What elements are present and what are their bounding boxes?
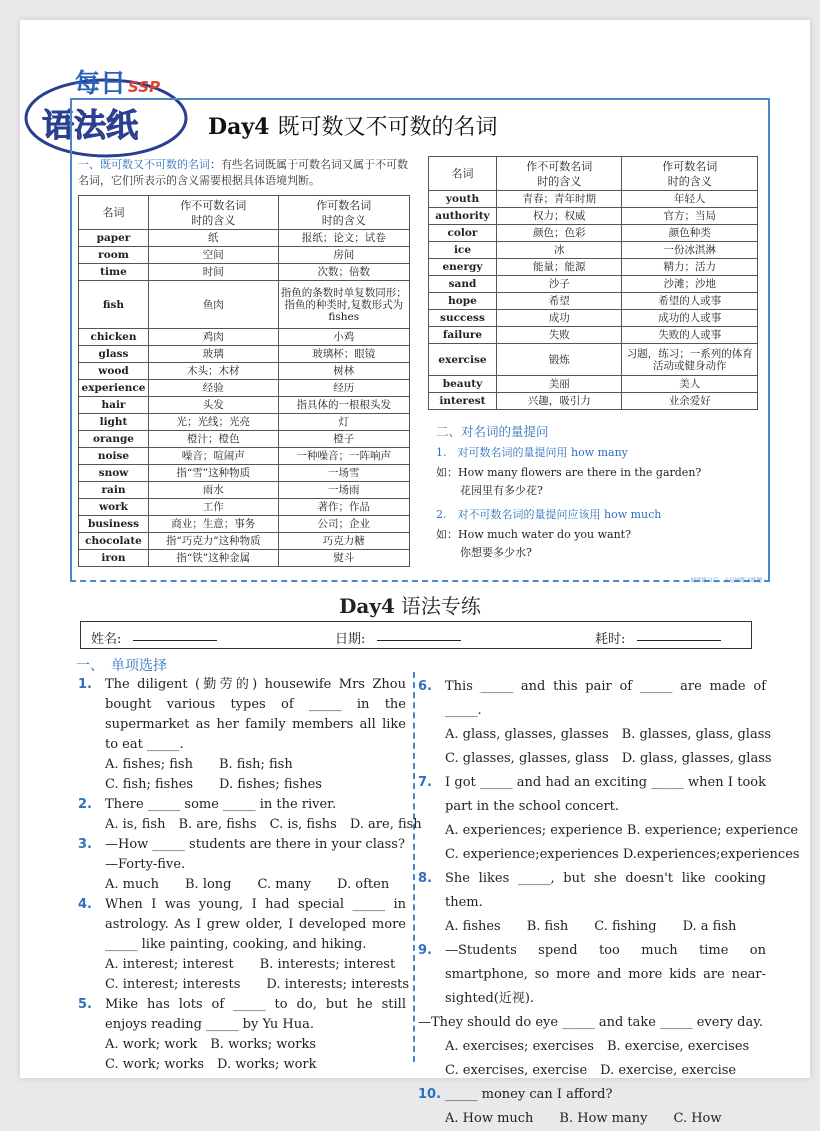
answer-options[interactable]: C. exercises, exercise D. exercise, exercise (445, 1063, 737, 1078)
question-item (78, 675, 406, 755)
vocab-row (429, 393, 758, 410)
countable-meaning-cell: 灯 (278, 414, 409, 431)
noun-cell: paper (79, 230, 149, 247)
countable-meaning-cell: 小鸡 (278, 329, 409, 346)
answer-options[interactable]: A. interest; interest B. interests; interest (105, 957, 396, 972)
vocab-row (79, 465, 410, 482)
vocab-row (79, 414, 410, 431)
uncountable-meaning-cell: 噪音；喧闹声 (148, 448, 278, 465)
small-note: 阅读练习后，上记该练下练题 (690, 578, 762, 584)
practice-title: Day4 语法专练 (339, 594, 481, 618)
uncountable-meaning-cell: 鸡肉 (148, 329, 278, 346)
noun-cell: chicken (79, 329, 149, 346)
name-label: 姓名: (91, 632, 122, 647)
noun-cell: failure (429, 327, 497, 344)
uncountable-meaning-cell: 青春；青年时期 (496, 191, 622, 208)
question-number: 10. (418, 1087, 442, 1102)
question-number: 4. (78, 897, 92, 912)
question-reply: —Forty-five. (105, 857, 186, 872)
noun-cell: hope (429, 293, 497, 310)
countable-meaning-cell: 精力；活力 (622, 259, 758, 276)
th-count: 作可数名词 时的含义 (278, 196, 409, 230)
uncountable-meaning-cell: 颜色；色彩 (496, 225, 622, 242)
question-number: 9. (418, 943, 432, 958)
countable-meaning-cell: 习题，练习；一系列的体育活动或健身动作 (622, 344, 758, 376)
th-uncount: 作不可数名词 时的含义 (496, 157, 622, 191)
dashed-divider (70, 580, 770, 582)
noun-cell: orange (79, 431, 149, 448)
noun-cell: room (79, 247, 149, 264)
answer-options[interactable]: A. glass, glasses, glasses B. glasses, glass, glass (445, 727, 772, 742)
noun-cell: business (79, 516, 149, 533)
uncountable-meaning-cell: 冰 (496, 242, 622, 259)
vocab-row (79, 230, 410, 247)
noun-cell: exercise (429, 344, 497, 376)
uncountable-meaning-cell: 能量；能源 (496, 259, 622, 276)
countable-meaning-cell: 玻璃杯；眼镜 (278, 346, 409, 363)
example-1: 如：How many flowers are there in the garden? 花园里有多少花? (436, 466, 702, 497)
vocab-row (79, 397, 410, 414)
questions-left-column (78, 675, 422, 1075)
vocab-row (429, 293, 758, 310)
question-number: 1. (78, 677, 92, 692)
column-divider (413, 672, 415, 1062)
uncountable-meaning-cell: 玻璃 (148, 346, 278, 363)
uncountable-meaning-cell: 沙子 (496, 276, 622, 293)
rule-how-much: 2. 对不可数名词的量提问应该用 how much (436, 508, 662, 521)
uncountable-meaning-cell: 雨水 (148, 482, 278, 499)
uncountable-meaning-cell: 时间 (148, 264, 278, 281)
noun-cell: energy (429, 259, 497, 276)
vocab-row (429, 208, 758, 225)
countable-meaning-cell: 颜色种类 (622, 225, 758, 242)
countable-meaning-cell: 年轻人 (622, 191, 758, 208)
vocab-row (79, 363, 410, 380)
vocab-row (429, 225, 758, 242)
th-noun: 名词 (79, 196, 149, 230)
vocab-row (79, 499, 410, 516)
question-item (78, 895, 406, 955)
section1-intro: 一、既可数又不可数的名词：有些名词既属于可数名词又属于不可数名词，它们所表示的含义需要根据具体语境判断。 (78, 158, 408, 187)
countable-meaning-cell: 一种噪音；一阵响声 (278, 448, 409, 465)
question-item (418, 771, 766, 819)
vocab-row (79, 550, 410, 567)
question-item (78, 995, 406, 1035)
vocab-row (429, 327, 758, 344)
vocab-row (79, 533, 410, 550)
time-field[interactable] (637, 640, 721, 641)
vocab-row (429, 310, 758, 327)
answer-options[interactable]: A. much B. long C. many D. often (105, 877, 390, 892)
countable-meaning-cell: 报纸；论文；试卷 (278, 230, 409, 247)
uncountable-meaning-cell: 经验 (148, 380, 278, 397)
countable-meaning-cell: 希望的人或事 (622, 293, 758, 310)
question-number: 3. (78, 837, 92, 852)
answer-options[interactable]: A. experiences; experience B. experience; experience (445, 823, 799, 838)
countable-meaning-cell: 官方；当局 (622, 208, 758, 225)
countable-meaning-cell: 一份冰淇淋 (622, 242, 758, 259)
vocab-row (79, 516, 410, 533)
rule-how-many: 1. 对可数名词的量提问用 how many (436, 446, 628, 459)
vocab-row (79, 380, 410, 397)
question-item (418, 675, 766, 723)
name-date-bar (80, 621, 752, 649)
question-item (78, 795, 406, 815)
countable-meaning-cell: 失败的人或事 (622, 327, 758, 344)
question-text: _____ money can I afford? (445, 1087, 613, 1102)
date-field[interactable] (377, 640, 461, 641)
noun-cell: chocolate (79, 533, 149, 550)
date-label: 日期: (335, 632, 366, 647)
noun-cell: ice (429, 242, 497, 259)
noun-cell: work (79, 499, 149, 516)
page-title: Day4 既可数又不可数的名词 (208, 114, 498, 140)
answer-options[interactable]: A. fishes; fish B. fish; fish (105, 757, 293, 772)
countable-meaning-cell: 橙子 (278, 431, 409, 448)
vocab-row (79, 247, 410, 264)
vocab-row (429, 276, 758, 293)
vocab-row (429, 242, 758, 259)
uncountable-meaning-cell: 希望 (496, 293, 622, 310)
noun-cell: snow (79, 465, 149, 482)
uncountable-meaning-cell: 纸 (148, 230, 278, 247)
uncountable-meaning-cell: 空间 (148, 247, 278, 264)
vocab-row (429, 191, 758, 208)
question-number: 7. (418, 775, 432, 790)
uncountable-meaning-cell: 光；光线；光亮 (148, 414, 278, 431)
vocab-row (79, 264, 410, 281)
countable-meaning-cell: 指鱼的条数时单复数同形；指鱼的种类时,复数形式为 fishes (278, 281, 409, 329)
question-text: —Students spend too much time on smartphone, so more and more kids are near-sighted(近视). (445, 943, 766, 1006)
section2-heading: 二、对名词的量提问 (436, 424, 549, 439)
noun-cell: beauty (429, 376, 497, 393)
uncountable-meaning-cell: 美丽 (496, 376, 622, 393)
noun-cell: glass (79, 346, 149, 363)
vocab-row (429, 259, 758, 276)
vocab-row (79, 482, 410, 499)
countable-meaning-cell: 业余爱好 (622, 393, 758, 410)
noun-cell: authority (429, 208, 497, 225)
answer-options[interactable]: C. interest; interests D. interests; interests (105, 977, 410, 992)
vocab-row (79, 448, 410, 465)
uncountable-meaning-cell: 成功 (496, 310, 622, 327)
uncountable-meaning-cell: 指“巧克力”这种物质 (148, 533, 278, 550)
noun-cell: wood (79, 363, 149, 380)
uncountable-meaning-cell: 权力；权威 (496, 208, 622, 225)
logo-text-1: 每日 (74, 69, 127, 99)
countable-meaning-cell: 一场雪 (278, 465, 409, 482)
noun-cell: noise (79, 448, 149, 465)
uncountable-meaning-cell: 指“雪”这种物质 (148, 465, 278, 482)
noun-cell: sand (429, 276, 497, 293)
logo-text-2: 语法纸 (42, 106, 139, 144)
countable-meaning-cell: 一场雨 (278, 482, 409, 499)
noun-cell: success (429, 310, 497, 327)
question-number: 2. (78, 797, 92, 812)
noun-cell: color (429, 225, 497, 242)
vocab-table-right (428, 156, 758, 410)
logo-ssp: SSP (128, 78, 161, 96)
question-number: 5. (78, 997, 92, 1012)
noun-cell: time (79, 264, 149, 281)
countable-meaning-cell: 次数；倍数 (278, 264, 409, 281)
question-text: The diligent (勤劳的) housewife Mrs Zhou bought various types of _____ in the supermarket as her family members all like to eat _____. (105, 677, 406, 752)
uncountable-meaning-cell: 锻炼 (496, 344, 622, 376)
answer-options[interactable]: C. glasses, glasses, glass D. glass, glasses, glass (445, 751, 772, 766)
countable-meaning-cell: 房间 (278, 247, 409, 264)
answer-options[interactable]: C. work; works D. works; work (105, 1057, 317, 1072)
vocab-table-left (78, 195, 410, 567)
question-text: There _____ some _____ in the river. (105, 797, 337, 812)
countable-meaning-cell: 著作；作品 (278, 499, 409, 516)
uncountable-meaning-cell: 指“铁”这种金属 (148, 550, 278, 567)
answer-options[interactable]: A. is, fish B. are, fishs C. is, fishs D. are, fish (105, 817, 422, 832)
vocab-row (79, 431, 410, 448)
vocab-row (429, 344, 758, 376)
question-text: She likes _____, but she doesn't like cooking them. (445, 871, 766, 910)
th-uncount: 作不可数名词 时的含义 (148, 196, 278, 230)
noun-cell: hair (79, 397, 149, 414)
uncountable-meaning-cell: 失败 (496, 327, 622, 344)
question-text: This _____ and this pair of _____ are made of _____. (445, 679, 766, 718)
vocab-row (79, 346, 410, 363)
th-count: 作可数名词 时的含义 (622, 157, 758, 191)
noun-cell: interest (429, 393, 497, 410)
answer-options[interactable]: A. work; work B. works; works (105, 1037, 317, 1052)
question-item (418, 1083, 766, 1107)
noun-cell: rain (79, 482, 149, 499)
question-item (78, 835, 406, 855)
section2-questions-about-amount (436, 422, 766, 568)
answer-options[interactable]: C. fish; fishes D. fishes; fishes (105, 777, 322, 792)
countable-meaning-cell: 熨斗 (278, 550, 409, 567)
vocab-row (79, 281, 410, 329)
uncountable-meaning-cell: 木头；木材 (148, 363, 278, 380)
countable-meaning-cell: 经历 (278, 380, 409, 397)
answer-options[interactable]: C. experience;experiences D.experiences;experiences (445, 847, 800, 862)
answer-options[interactable]: A. exercises; exercises B. exercise, exercises (445, 1039, 750, 1054)
question-text: I got _____ and had an exciting _____ when I took part in the school concert. (445, 775, 766, 814)
countable-meaning-cell: 巧克力糖 (278, 533, 409, 550)
vocab-row (429, 376, 758, 393)
example-2: 如：How much water do you want? 你想要多少水? (436, 528, 631, 559)
noun-cell: fish (79, 281, 149, 329)
countable-meaning-cell: 沙滩；沙地 (622, 276, 758, 293)
th-noun: 名词 (429, 157, 497, 191)
answer-options[interactable]: A. fishes B. fish C. fishing D. a fish (445, 919, 737, 934)
countable-meaning-cell: 指具体的一根根头发 (278, 397, 409, 414)
noun-cell: iron (79, 550, 149, 567)
question-number: 6. (418, 679, 432, 694)
multiple-choice-heading: 一、 单项选择 (76, 658, 167, 674)
uncountable-meaning-cell: 工作 (148, 499, 278, 516)
uncountable-meaning-cell: 头发 (148, 397, 278, 414)
noun-cell: youth (429, 191, 497, 208)
question-text: Mike has lots of _____ to do, but he still enjoys reading _____ by Yu Hua. (105, 997, 406, 1032)
uncountable-meaning-cell: 兴趣，吸引力 (496, 393, 622, 410)
uncountable-meaning-cell: 鱼肉 (148, 281, 278, 329)
question-text: When I was young, I had special _____ in astrology. As I grew older, I developed more _____ like painting, cooking, and hiking. (105, 897, 406, 952)
noun-cell: light (79, 414, 149, 431)
uncountable-meaning-cell: 橙汁；橙色 (148, 431, 278, 448)
countable-meaning-cell: 树林 (278, 363, 409, 380)
answer-options[interactable]: A. How much B. How many C. How (445, 1111, 722, 1126)
question-number: 8. (418, 871, 432, 886)
countable-meaning-cell: 成功的人或事 (622, 310, 758, 327)
question-reply: —They should do eye _____ and take _____ every day. (418, 1015, 763, 1030)
uncountable-meaning-cell: 商业；生意；事务 (148, 516, 278, 533)
time-label: 耗时: (595, 632, 626, 647)
question-item (418, 939, 766, 1011)
questions-right-column (418, 675, 800, 1131)
question-item (418, 867, 766, 915)
vocab-row (79, 329, 410, 346)
noun-cell: experience (79, 380, 149, 397)
question-text: —How _____ students are there in your class? (105, 837, 405, 852)
name-field[interactable] (133, 640, 217, 641)
countable-meaning-cell: 公司；企业 (278, 516, 409, 533)
countable-meaning-cell: 美人 (622, 376, 758, 393)
